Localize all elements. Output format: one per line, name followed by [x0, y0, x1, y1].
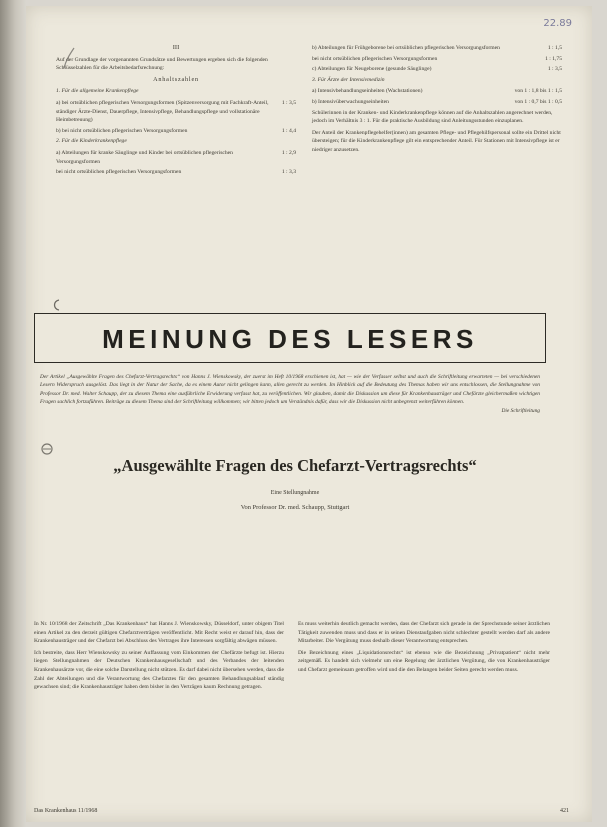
ratio-value: 1 : 2,9 [281, 149, 296, 156]
ratio-label: a) bei ortsüblichen pflegerischen Versorgungsformen (Spitzenversorgung mit Fachkraft-Anteil, ständiger Ärzte-Dienst, Dauerpflege, Intensivpflege, Behandlungspflege und vollstationäre Heimbetreuung) [56, 99, 269, 124]
ratio-label: b) Intensivüberwachungseinheiten [312, 98, 389, 105]
subheading-general-care: 1. Für die allgemeine Krankenpflege [56, 88, 139, 95]
section-number: III [172, 44, 180, 51]
ratio-value: 1 : 1,75 [545, 55, 562, 62]
banner-title: MEINUNG DES LESERS [102, 324, 478, 354]
ratio-label: c) Abteilungen für Neugeborene (gesunde Säuglinge) [312, 66, 432, 73]
subheading-intensive: 3. Für Ärzte der Intensivmedizin [312, 76, 385, 83]
ratio-label: b) bei nicht ortsüblichen pflegerischen Versorgungsformen [56, 127, 188, 134]
article-paragraph: Es muss weiterhin deutlich gemacht werden, dass der Chefarzt sich gerade in der Sprechstunde seiner ärztlichen Tätigkeit zuwenden muss und dass er in seinen Dienstaufgaben nicht schlechter gestellt werden darf als andere Mitarbeiter. Die Vergütung muss deshalb dieser Verantwortung entsprechen. [298, 621, 550, 645]
right-paragraph: Der Anteil der Krankenpflegehelfer(innen) am gesamten Pflege- und Pflegehilfspersonal sollte ein Drittel nicht übersteigen; für die Kinderkrankenpflege gilt ein entsprechender Anteil. Für Stationen mit Intensivpflege ist er niedriger anzusetzen. [312, 129, 561, 153]
ratio-row [312, 87, 562, 96]
page-corner-number: 22.89 [543, 18, 572, 29]
intro-paragraph: Auf der Grundlage der vorgenannten Grundsätze und Bewertungen ergeben sich die folgenden Schlüsselzahlen für die Arbeitsbedarfsrechnung: [56, 56, 268, 72]
editorial-signature: Die Schriftleitung [501, 407, 540, 414]
ratio-value: 1 : 3,5 [281, 99, 296, 106]
ratio-value: von 1 : 1,8 bis 1 : 1,5 [514, 88, 562, 95]
page-number: 421 [560, 808, 569, 814]
bracket-mark-icon [50, 298, 62, 312]
circle-mark-icon [40, 442, 54, 456]
left-column [56, 44, 296, 179]
ratio-label: bei nicht ortsüblichen pflegerischen Versorgungsformen [312, 55, 438, 62]
ratio-row [312, 65, 562, 74]
editorial-text: Der Artikel „Ausgewählte Fragen des Chefarzt-Vertragsrechts“ von Hanns J. Wienskowsky, der zuerst im Heft 10/1968 erschienen ist, hat — wie der Verfasser selbst und auch die Schriftleitung erwarteten — bei verschiedenen Lesern Widerspruch ausgelöst. Das liegt in der Natur der Sache, da es einem Autor nicht gelingen kann, allen gerecht zu werden. Im Hinblick auf die Bedeutung des Themas haben wir uns entschlossen, die Stellungnahme von Professor Dr. med. Walter Schaupp, der zu diesem Thema eine ausführliche Erwiderung verfasst hat, zu veröffentlichen. Wir glauben, damit die Diskussion um diese für Krankenhausträger und Chefärzte gleichermaßen wichtigen Fragen sachlich fortzuführen. Beiträge zu diesem Thema sind der Schriftleitung willkommen; wir bitten jedoch um Verständnis dafür, dass wir die Diskussion nicht unbegrenzt weiterführen können. [40, 374, 540, 406]
section-banner [34, 313, 546, 363]
article-subtitle: Eine Stellungnahme [270, 490, 320, 496]
article-author: Von Professor Dr. med. Schaupp, Stuttgart [240, 504, 350, 511]
ratio-row [312, 55, 562, 64]
article-column-left [34, 620, 284, 695]
footer-publication: Das Krankenhaus 11/1968 [34, 808, 98, 814]
editorial-note [40, 373, 540, 415]
ratio-row [56, 168, 296, 177]
right-column [312, 44, 562, 158]
ratio-value: 1 : 1,5 [547, 45, 562, 51]
ratio-label: bei nicht ortsüblichen pflegerischen Versorgungsformen [56, 169, 182, 176]
ratio-row [312, 44, 562, 53]
ratio-value: 1 : 4,4 [281, 127, 296, 134]
ratio-label: b) Abteilungen für Frühgeborene bei ortsüblichen pflegerischen Versorgungsformen [312, 45, 500, 51]
article-column-right [298, 620, 550, 678]
ratio-value: 1 : 3,3 [281, 169, 296, 176]
ratio-row [56, 99, 296, 125]
ratio-value: 1 : 3,5 [547, 66, 562, 73]
ratio-row [56, 127, 296, 136]
right-paragraph: Schülerinnen in der Kranken- und Kinderkrankenpflege können auf die Anhaltszahlen angerechnet werden, jedoch im Verhältnis 3 : 1. Für die praktische Ausbildung sind Anleitungsstunden einzuplanen. [312, 109, 553, 125]
ratio-label: a) Abteilungen für kranke Säuglinge und Kinder bei ortsüblichen pflegerischen Versorgungsformen [56, 149, 233, 165]
article-paragraph: Die Bezeichnung eines „Liquidationsrechts“ ist ebenso wie die Bezeichnung „Privatpatient“ nicht mehr zeitgemäß. Es handelt sich vielmehr um eine Regelung der ärztlichen Vergütung, die von Krankenhausträger und Chefarzt gemeinsam getroffen wird und die den Belangen beider Seiten gerecht werden muss. [298, 649, 550, 673]
book-binding [0, 0, 26, 827]
ratio-label: a) Intensivbehandlungseinheiten (Wachstationen) [312, 88, 423, 95]
article-paragraph: Ich bestreite, dass Herr Wienskowsky zu seiner Auffassung vom Einkommen der Chefärzte befugt ist. Hierzu liegen Stellungnahmen der Deutschen Krankenhausgesellschaft und des Verbandes der leitenden Krankenhausärzte vor, die eine solche Darstellung nicht stützen. Es darf dabei nicht übersehen werden, dass die Zahl der Abteilungen und die Verantwortung des Chefarztes für den gesamten Behandlungsablauf ständig gewachsen sind; die Krankenhausträger haben dem bisher in den Verträgen kaum Rechnung getragen. [34, 649, 284, 691]
ratio-value: von 1 : 0,7 bis 1 : 0,5 [514, 98, 562, 105]
section-heading: Anhaltszahlen [153, 75, 199, 83]
article-paragraph: In Nr. 10/1968 der Zeitschrift „Das Krankenhaus“ hat Hanns J. Wienskowsky, Düsseldorf, unter obigem Titel einen Artikel zu den derzeit gültigen Chefarztverträgen veröffentlicht. Mit Recht weist er darauf hin, dass der Krankenhausträger und der Chefarzt bei Abschluss des Vertrages ihre Interessen sorgfältig abwägen müssen. [34, 621, 284, 645]
ratio-row [56, 149, 296, 166]
article-title: „Ausgewählte Fragen des Chefarzt-Vertragsrechts“ [113, 456, 477, 475]
ratio-row [312, 98, 562, 107]
subheading-child-care: 2. Für die Kinderkrankenpflege [56, 138, 127, 145]
